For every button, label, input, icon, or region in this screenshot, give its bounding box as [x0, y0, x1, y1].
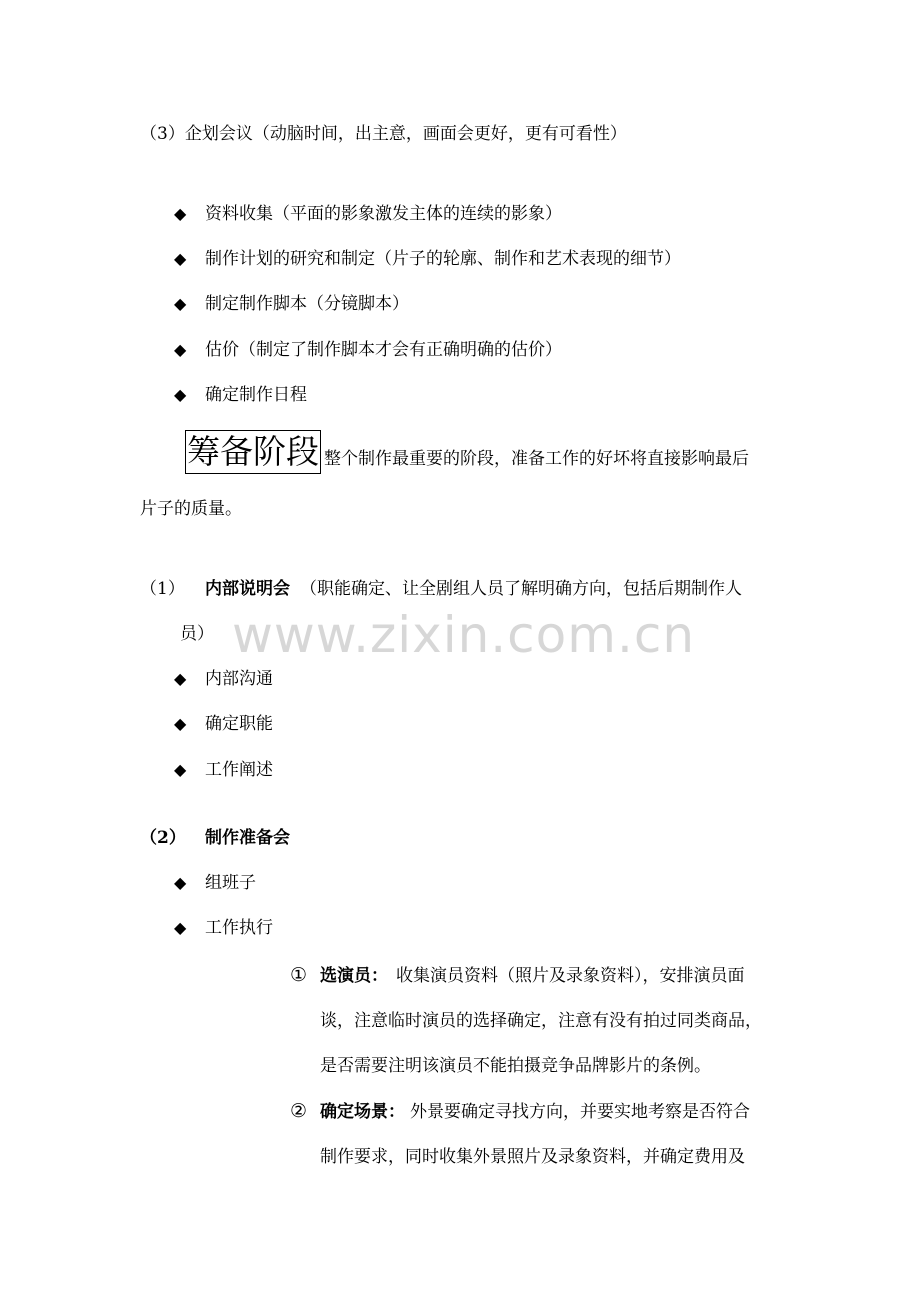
- sub-item-text-line3: 是否需要注明该演员不能拍摄竞争品牌影片的条例。: [320, 1056, 711, 1076]
- stage-description-line1: 整个制作最重要的阶段，准备工作的好坏将直接影响最后: [324, 449, 749, 469]
- list-item: 工作执行: [205, 918, 273, 938]
- list-item: 工作阐述: [205, 760, 273, 780]
- diamond-bullet-icon: ◆: [174, 204, 187, 223]
- sub-item-text-line1: 外景要确定寻找方向，并要实地考察是否符合: [410, 1102, 750, 1122]
- diamond-bullet-icon: ◆: [174, 340, 187, 359]
- list-item: 资料收集（平面的影象激发主体的连续的影象）: [205, 204, 562, 224]
- diamond-bullet-icon: ◆: [174, 249, 187, 268]
- diamond-bullet-icon: ◆: [174, 918, 187, 937]
- part-1-description-line1: （职能确定、让全剧组人员了解明确方向，包括后期制作人: [300, 579, 742, 599]
- section-3-heading: （3）企划会议（动脑时间，出主意，画面会更好，更有可看性）: [140, 124, 627, 144]
- sub-item-text-line2: 谈，注意临时演员的选择确定，注意有没有拍过同类商品，: [320, 1011, 762, 1031]
- sub-item-title: 确定场景：: [320, 1102, 405, 1122]
- stage-description-line2: 片子的质量。: [140, 499, 242, 519]
- list-item: 内部沟通: [205, 669, 273, 689]
- sub-item-text-line2: 制作要求，同时收集外景照片及录象资料，并确定费用及: [320, 1147, 745, 1167]
- part-1-title: 内部说明会: [205, 579, 290, 599]
- list-item: 确定制作日程: [205, 385, 307, 405]
- circled-number-marker: ②: [290, 1100, 308, 1122]
- list-item: 确定职能: [205, 714, 273, 734]
- sub-item-text-line1: 收集演员资料（照片及录象资料），安排演员面: [396, 966, 745, 986]
- diamond-bullet-icon: ◆: [174, 669, 187, 688]
- circled-number-marker: ①: [290, 964, 308, 986]
- diamond-bullet-icon: ◆: [174, 714, 187, 733]
- diamond-bullet-icon: ◆: [174, 873, 187, 892]
- list-item: 制作计划的研究和制定（片子的轮廓、制作和艺术表现的细节）: [205, 249, 681, 269]
- list-item: 估价（制定了制作脚本才会有正确明确的估价）: [205, 340, 562, 360]
- part-1-number: （1）: [140, 579, 185, 599]
- part-2-number: （2）: [140, 828, 186, 848]
- part-2-title: 制作准备会: [205, 828, 290, 848]
- list-item: 制定制作脚本（分镜脚本）: [205, 294, 409, 314]
- list-item: 组班子: [205, 873, 256, 893]
- part-1-description-line2: 员）: [180, 624, 214, 644]
- stage-title-boxed: 筹备阶段: [185, 430, 321, 474]
- diamond-bullet-icon: ◆: [174, 294, 187, 313]
- watermark: www.zixin.com.cn: [232, 606, 696, 664]
- diamond-bullet-icon: ◆: [174, 385, 187, 404]
- diamond-bullet-icon: ◆: [174, 760, 187, 779]
- sub-item-title: 选演员：: [320, 966, 388, 986]
